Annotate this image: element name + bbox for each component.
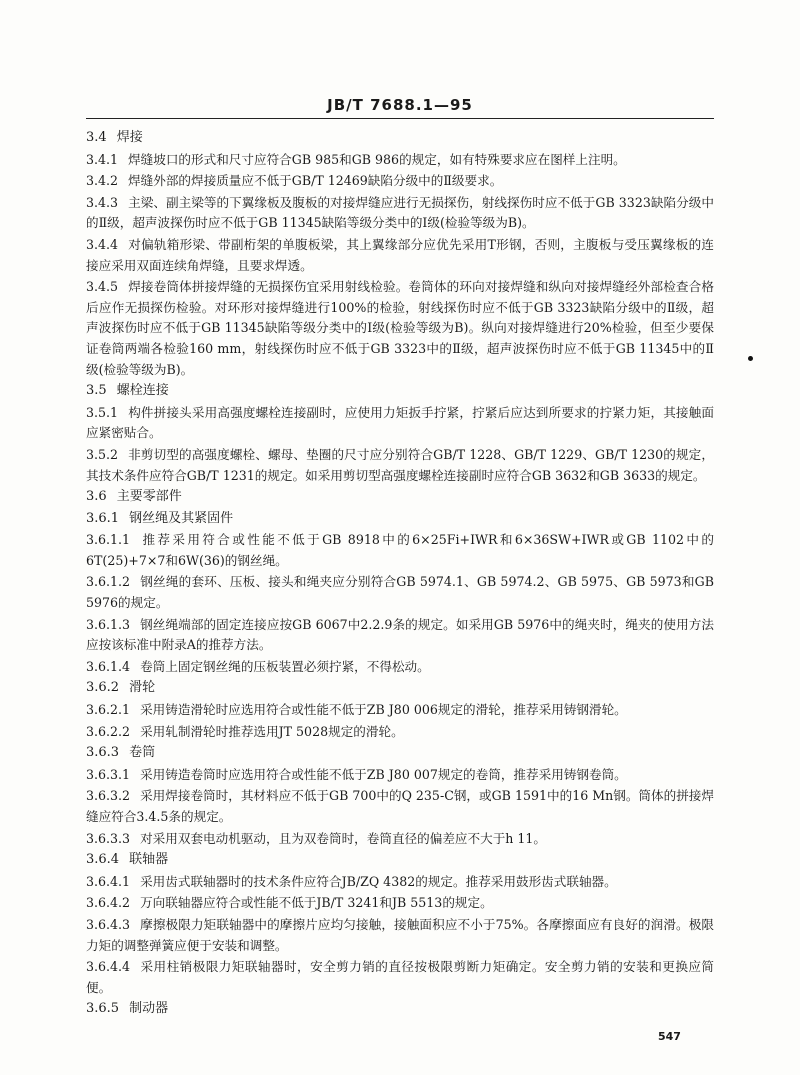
clause-text: 采用齿式联轴器时的技术条件应符合JB/ZQ 4382的规定。推荐采用鼓形齿式联轴器。 — [140, 873, 617, 889]
section-heading — [86, 487, 714, 508]
header-rule — [86, 118, 714, 119]
clause-number: 3.6.1.1 — [86, 532, 131, 548]
clause-text: 卷筒 — [129, 745, 156, 761]
clause-text: 采用铸造滑轮时应选用符合或性能不低于ZB J80 006规定的滑轮，推荐采用铸钢滑轮。 — [140, 702, 627, 718]
clause-paragraph — [86, 722, 714, 743]
clause-text: 联轴器 — [129, 852, 169, 868]
clause-text: 采用焊接卷筒时，其材料应不低于GB 700中的Q 235-C钢，或GB 1591中的16 Mn钢。筒体的拼接焊缝应符合3.4.5条的规定。 — [86, 788, 714, 824]
clause-number: 3.6.4.3 — [86, 916, 131, 932]
clause-paragraph — [86, 572, 714, 613]
clause-paragraph — [86, 915, 714, 956]
clause-number: 3.4.5 — [86, 279, 119, 295]
clause-text: 主要零部件 — [116, 489, 182, 505]
clause-number: 3.6.1.2 — [86, 574, 131, 590]
clause-number: 3.6.1 — [86, 510, 120, 526]
clause-paragraph — [86, 765, 714, 786]
clause-number: 3.6.2.2 — [86, 723, 131, 739]
clause-text: 钢丝绳的套环、压板、接头和绳夹应分别符合GB 5974.1、GB 5974.2、GB 5975、GB 5973和GB 5976的规定。 — [86, 574, 714, 611]
clause-number: 3.4.3 — [86, 194, 119, 210]
clause-number: 3.6.3.2 — [86, 788, 131, 804]
clause-number: 3.6.3.3 — [86, 830, 131, 846]
clause-text: 焊接卷筒体拼接焊缝的无损探伤宜采用射线检验。卷筒体的环向对接焊缝和纵向对接焊缝经外部检查合格后应作无损探伤检验。对环形对接焊缝进行100%的检验，射线探伤时应不低于GB 3323缺陷分级中的Ⅱ级，超声波探伤时应不低于GB 11345缺陷等级分类中的Ⅰ级(检验等级为B)。纵向对接焊缝进行20%检验，但至少要保证卷筒两端各检验160 mm，射线探伤时应不低于GB 3323中的Ⅱ级，超声波探伤时应不低于GB 11345中的Ⅱ级(检验等级为B)。 — [86, 279, 714, 377]
clause-paragraph — [86, 150, 714, 171]
clause-number: 3.6.4.4 — [86, 959, 131, 975]
clause-text: 焊接 — [116, 130, 143, 145]
page-number: 547 — [658, 1030, 681, 1043]
section-heading — [86, 999, 714, 1020]
clause-number: 3.6 — [86, 489, 107, 505]
clause-text: 万向联轴器应符合或性能不低于JB/T 3241和JB 5513的规定。 — [140, 895, 493, 911]
clause-number: 3.6.3.1 — [86, 766, 131, 782]
clause-text: 非剪切型的高强度螺栓、螺母、垫圈的尺寸应分别符合GB/T 1228、GB/T 1229、GB/T 1230的规定，其技术条件应符合GB/T 1231的规定。如采用剪切型高强度螺栓连接副时应符合GB 3632和GB 3633的规定。 — [86, 446, 714, 483]
clause-paragraph — [86, 235, 714, 276]
document-body — [86, 128, 714, 1021]
page-header: JB/T 7688.1—95 — [327, 96, 473, 114]
section-heading — [86, 743, 714, 764]
clause-paragraph — [86, 193, 714, 234]
clause-number: 3.6.2 — [86, 680, 120, 696]
clause-text: 对偏轨箱形梁、带副桁架的单腹板梁，其上翼缘部分应优先采用T形钢，否则，主腹板与受压翼缘板的连接应采用双面连续角焊缝，且要求焊透。 — [86, 236, 714, 273]
clause-paragraph — [86, 829, 714, 850]
clause-number: 3.6.4.1 — [86, 873, 131, 889]
clause-text: 焊缝外部的焊接质量应不低于GB/T 12469缺陷分级中的Ⅱ级要求。 — [128, 173, 503, 189]
clause-number: 3.4.1 — [86, 151, 119, 167]
section-heading — [86, 850, 714, 871]
section-heading — [86, 128, 714, 149]
clause-text: 摩擦极限力矩联轴器中的摩擦片应均匀接触，接触面积应不小于75%。各摩擦面应有良好的润滑。极限力矩的调整弹簧应便于安装和调整。 — [86, 916, 714, 953]
section-heading — [86, 509, 714, 530]
clause-text: 制动器 — [129, 1001, 169, 1017]
clause-number: 3.5.1 — [86, 404, 119, 420]
clause-text: 采用铸造卷筒时应选用符合或性能不低于ZB J80 007规定的卷筒，推荐采用铸钢卷筒。 — [140, 766, 627, 782]
scan-speck — [748, 356, 753, 361]
clause-text: 钢丝绳及其紧固件 — [129, 510, 234, 526]
clause-paragraph — [86, 615, 714, 656]
clause-paragraph — [86, 786, 714, 827]
clause-paragraph — [86, 171, 714, 192]
clause-text: 采用轧制滑轮时推荐选用JT 5028规定的滑轮。 — [140, 723, 404, 739]
clause-text: 滑轮 — [129, 680, 156, 696]
clause-number: 3.6.5 — [86, 1001, 120, 1017]
section-heading — [86, 381, 714, 402]
clause-text: 焊缝坡口的形式和尺寸应符合GB 985和GB 986的规定，如有特殊要求应在图样上注明。 — [128, 151, 626, 167]
clause-paragraph — [86, 445, 714, 486]
clause-number: 3.6.4.2 — [86, 895, 131, 911]
clause-number: 3.5 — [86, 383, 107, 399]
clause-paragraph — [86, 657, 714, 678]
clause-paragraph — [86, 872, 714, 893]
clause-text: 构件拼接头采用高强度螺栓连接副时，应使用力矩扳手拧紧，拧紧后应达到所要求的拧紧力矩，其接触面应紧密贴合。 — [86, 404, 714, 441]
section-heading — [86, 678, 714, 699]
clause-number: 3.4.2 — [86, 173, 119, 189]
clause-paragraph — [86, 893, 714, 914]
clause-number: 3.4 — [86, 130, 107, 145]
clause-number: 3.6.3 — [86, 745, 120, 761]
clause-number: 3.5.2 — [86, 446, 119, 462]
clause-text: 卷筒上固定钢丝绳的压板装置必须拧紧，不得松动。 — [140, 658, 430, 674]
clause-text: 钢丝绳端部的固定连接应按GB 6067中2.2.9条的规定。如采用GB 5976中的绳夹时，绳夹的使用方法应按该标准中附录A的推荐方法。 — [86, 616, 714, 653]
clause-text: 主梁、副主梁等的下翼缘板及腹板的对接焊缝应进行无损探伤，射线探伤时应不低于GB 3323缺陷分级中的Ⅱ级，超声波探伤时应不低于GB 11345缺陷等级分类中的Ⅰ级(检验等级为B)。 — [86, 194, 714, 231]
clause-text: 对采用双套电动机驱动，且为双卷筒时，卷筒直径的偏差应不大于h 11。 — [140, 830, 547, 846]
clause-number: 3.4.4 — [86, 236, 119, 252]
clause-paragraph — [86, 403, 714, 444]
clause-paragraph — [86, 277, 714, 380]
clause-number: 3.6.4 — [86, 852, 120, 868]
clause-text: 采用柱销极限力矩联轴器时，安全剪力销的直径按极限剪断力矩确定。安全剪力销的安装和更换应简便。 — [86, 959, 714, 995]
clause-paragraph — [86, 957, 714, 998]
clause-paragraph — [86, 700, 714, 721]
clause-text: 推荐采用符合或性能不低于GB 8918中的6×25Fi+IWR和6×36SW+IWR或GB 1102中的6T(25)+7×7和6W(36)的钢丝绳。 — [86, 532, 714, 568]
clause-text: 螺栓连接 — [116, 383, 169, 399]
clause-number: 3.6.1.4 — [86, 658, 131, 674]
clause-number: 3.6.1.3 — [86, 616, 131, 632]
clause-number: 3.6.2.1 — [86, 702, 131, 718]
clause-paragraph — [86, 530, 714, 571]
